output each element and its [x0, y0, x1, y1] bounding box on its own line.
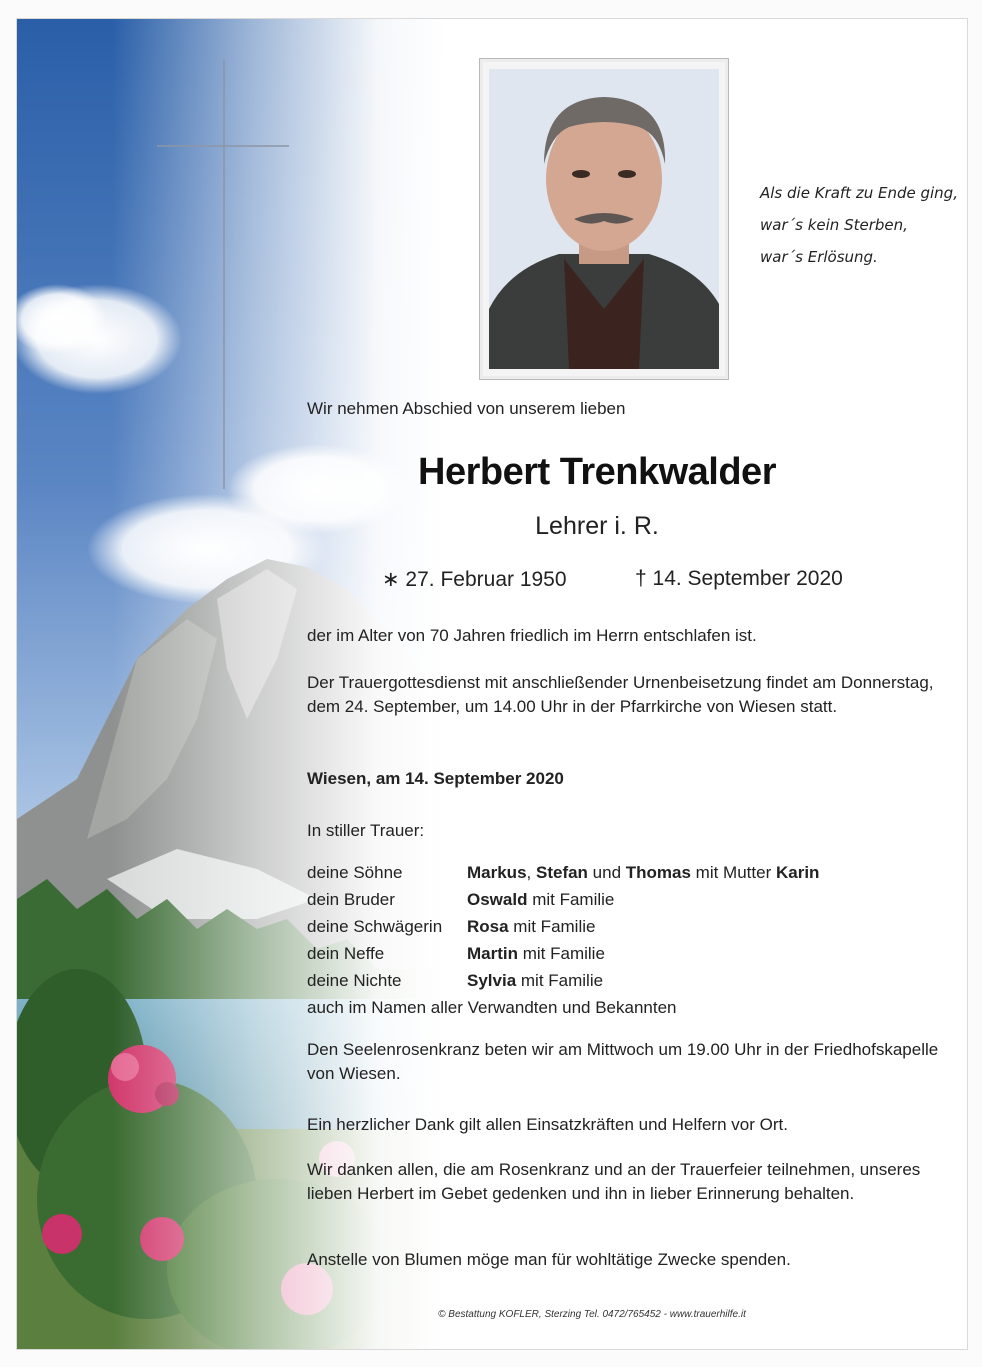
mourner-suffix: mit Familie — [516, 971, 604, 990]
deceased-title: Lehrer i. R. — [535, 512, 659, 540]
mourner-name: Rosa — [467, 917, 509, 936]
quote — [760, 177, 958, 273]
mourner-row — [307, 940, 947, 967]
mourner-name: Sylvia — [467, 971, 517, 990]
portrait-frame — [479, 58, 729, 380]
mourner-name: Stefan — [535, 863, 588, 882]
deceased-name: Herbert Trenkwalder — [418, 451, 776, 493]
mourner-row — [307, 859, 947, 886]
mourner-name: Oswald — [467, 890, 528, 909]
mourner-suffix: mit Familie — [508, 917, 596, 936]
mourner-relation: deine Söhne — [307, 863, 403, 882]
service-text: Der Trauergottesdienst mit anschließender Urnenbeisetzung findet am Donnerstag, dem 24. September, um 14.00 Uhr in der Pfarrkirche von Wiesen statt. — [307, 673, 934, 716]
mourners-list — [307, 859, 947, 1021]
thanks-all-text: Wir danken allen, die am Rosenkranz und an der Trauerfeier teilnehmen, unseres lieben Herbert im Gebet gedenken und ihn in lieber Erinnerung behalten. — [307, 1160, 921, 1203]
mourner-name: Karin — [775, 863, 820, 882]
mourner-suffix: mit Familie — [518, 944, 605, 963]
mourner-name: Martin — [467, 944, 518, 963]
place-date: Wiesen, am 14. September 2020 — [307, 769, 564, 788]
age-text: der im Alter von 70 Jahren friedlich im Herrn entschlafen ist. — [307, 626, 757, 645]
mourner-row — [307, 967, 947, 994]
rosary-text: Den Seelenrosenkranz beten wir am Mittwoch um 19.00 Uhr in der Friedhofskapelle von Wiesen. — [307, 1040, 939, 1083]
footer-credit: © Bestattung KOFLER, Sterzing Tel. 0472/765452 - www.trauerhilfe.it — [438, 1309, 746, 1320]
mourner-relation: dein Neffe — [307, 944, 385, 963]
mourner-separator: mit Mutter — [690, 863, 776, 882]
mourner-suffix: mit Familie — [527, 890, 615, 909]
mourner-row — [307, 913, 947, 940]
mourner-separator: , — [526, 863, 536, 882]
quote-line: Als die Kraft zu Ende ging, — [760, 184, 958, 202]
death-date: † 14. September 2020 — [635, 567, 843, 590]
birth-date: ∗ 27. Februar 1950 — [382, 568, 567, 591]
quote-line: war´s kein Sterben, — [760, 216, 908, 234]
mourner-relation: deine Schwägerin — [307, 917, 443, 936]
portrait-photo — [489, 69, 719, 369]
mourner-relation: deine Nichte — [307, 971, 402, 990]
obituary-card — [16, 18, 968, 1350]
flowers-text: Anstelle von Blumen möge man für wohltätige Zwecke spenden. — [307, 1250, 791, 1269]
quote-line: war´s Erlösung. — [760, 248, 878, 266]
mourning-heading: In stiller Trauer: — [307, 821, 425, 840]
mourner-relation: dein Bruder — [307, 890, 395, 909]
mourner-name: Thomas — [625, 863, 691, 882]
mourner-separator: und — [587, 863, 626, 882]
also-text: auch im Namen aller Verwandten und Bekannten — [307, 998, 677, 1017]
mourner-name: Markus — [467, 863, 527, 882]
mourner-row — [307, 886, 947, 913]
intro-text: Wir nehmen Abschied von unserem lieben — [307, 399, 626, 418]
thanks-helpers-text: Ein herzlicher Dank gilt allen Einsatzkräften und Helfern vor Ort. — [307, 1115, 788, 1134]
